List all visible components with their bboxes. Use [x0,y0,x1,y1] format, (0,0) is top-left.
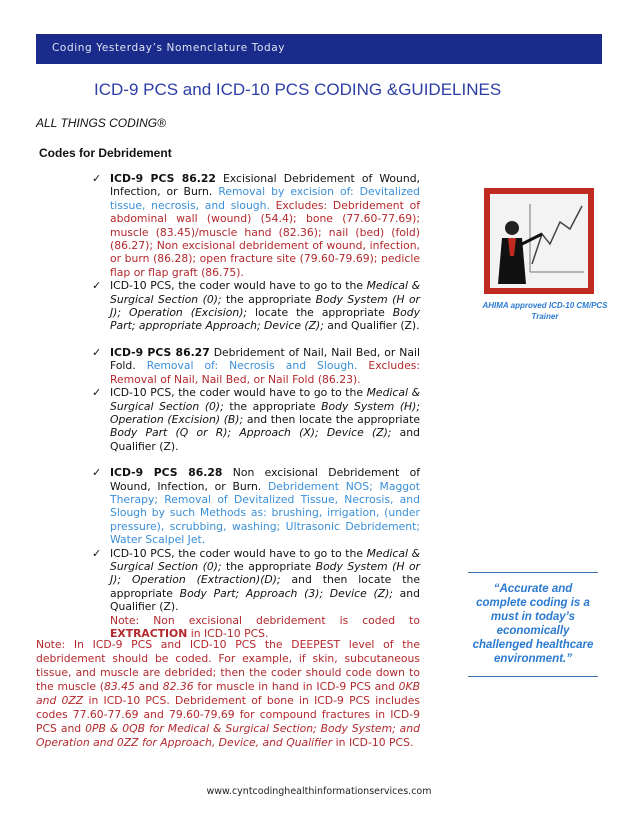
list-item: ✓ ICD-9 PCS 86.28 Non excisional Debridement of Wound, Infection, or Burn. Debridement NOS; Maggot Therapy; Removal of Devitalized Tissue, Necrosis, and Slough by such Methods as: brushing, irrigation, (under pressure), scrubbing, washing; Ultrasonic Debridement; Water Scalpel Jet. [92,466,420,547]
banner-text: Coding Yesterday’s Nomenclature Today [52,42,286,54]
code: ICD-9 PCS 86.22 [110,172,216,185]
check-icon: ✓ [92,279,102,293]
list-item: ✓ ICD-10 PCS, the coder would have to go to the Medical & Surgical Section (0); the appropriate Body System (H or J); Operation (Extraction)(D); and then locate the appropriate Body Part; Approach (3); Device (Z); and Qualifier (Z). Note: Non excisional debridement is coded to EXTRACTION in ICD-10 PCS. [92,546,420,640]
pull-quote: “Accurate and complete coding is a must in today’s economically challenged healthcare environment.” [472,583,594,665]
check-icon: ✓ [92,345,102,359]
subtitle: ALL THINGS CODING® [36,116,166,130]
header-banner [36,34,602,64]
list-item: ✓ ICD-9 PCS 86.22 Excisional Debridement of Wound, Infection, or Burn. Removal by excision of: Devitalized tissue, necrosis, and slough. Excludes: Debridement of abdominal wall (wound) (54.4); bone (77.60-77.69); muscle (83.45)/muscle hand (82.36); nail (bed) (fold) (86.27); Non excisional debridement of wound, infection, or burn (86.28); open fracture site (79.60-79.69); pedicle flap or flap graft (86.75). [92,172,420,279]
list-item: ✓ ICD-9 PCS 86.27 Debridement of Nail, Nail Bed, or Nail Fold. Removal of: Necrosis and Slough. Excludes: Removal of Nail, Nail Bed, or Nail Fold (86.23). [92,345,420,386]
page-title: ICD-9 PCS and ICD-10 PCS CODING &GUIDELINES [94,80,502,99]
check-icon: ✓ [92,172,102,185]
quote-rule-bottom [468,676,598,677]
check-icon: ✓ [92,546,102,560]
check-icon: ✓ [92,386,102,400]
footer-url: www.cyntcodinghealthinformationservices.com [206,786,432,797]
quote-rule-top [468,572,598,573]
presenter-chart-icon [490,194,588,288]
list-item: ✓ ICD-10 PCS, the coder would have to go to the Medical & Surgical Section (0); the appropriate Body System (H or J); Operation (Excision); locate the appropriate Body Part; appropriate Approach; Device (Z); and Qualifier (Z). [92,279,420,333]
list-item: ✓ ICD-10 PCS, the coder would have to go to the Medical & Surgical Section (0); the appropriate Body System (H); Operation (Excision) (B); and then locate the appropriate Body Part (Q or R); Approach (X); Device (Z); and Qualifier (Z). [92,386,421,453]
section-title: Codes for Debridement [39,146,172,160]
code: ICD-9 PCS 86.27 [110,345,210,359]
codes-list [92,172,420,640]
code: ICD-9 PCS 86.28 [110,466,223,480]
trainer-photo [484,188,594,294]
debridement-note: Note: In ICD-9 PCS and ICD-10 PCS the DEEPEST level of the debridement should be coded. For example, if skin, subcutaneous tissue, and muscle are debrided; then the coder should code down to the muscle (83.45 and 82.36 for muscle in hand in ICD-9 PCS and 0KB and 0ZZ in ICD-10 PCS. Debridement of bone in ICD-9 PCS includes codes 77.60-77.69 and 79.60-79.69 for compound fractures in ICD-9 PCS and 0PB & 0QB for Medical & Surgical Section; Body System; and Operation and 0ZZ for Approach, Device, and Qualifier in ICD-10 PCS. [36,638,420,749]
check-icon: ✓ [92,466,102,480]
photo-caption: AHIMA approved ICD-10 CM/PCS Trainer [482,301,608,321]
